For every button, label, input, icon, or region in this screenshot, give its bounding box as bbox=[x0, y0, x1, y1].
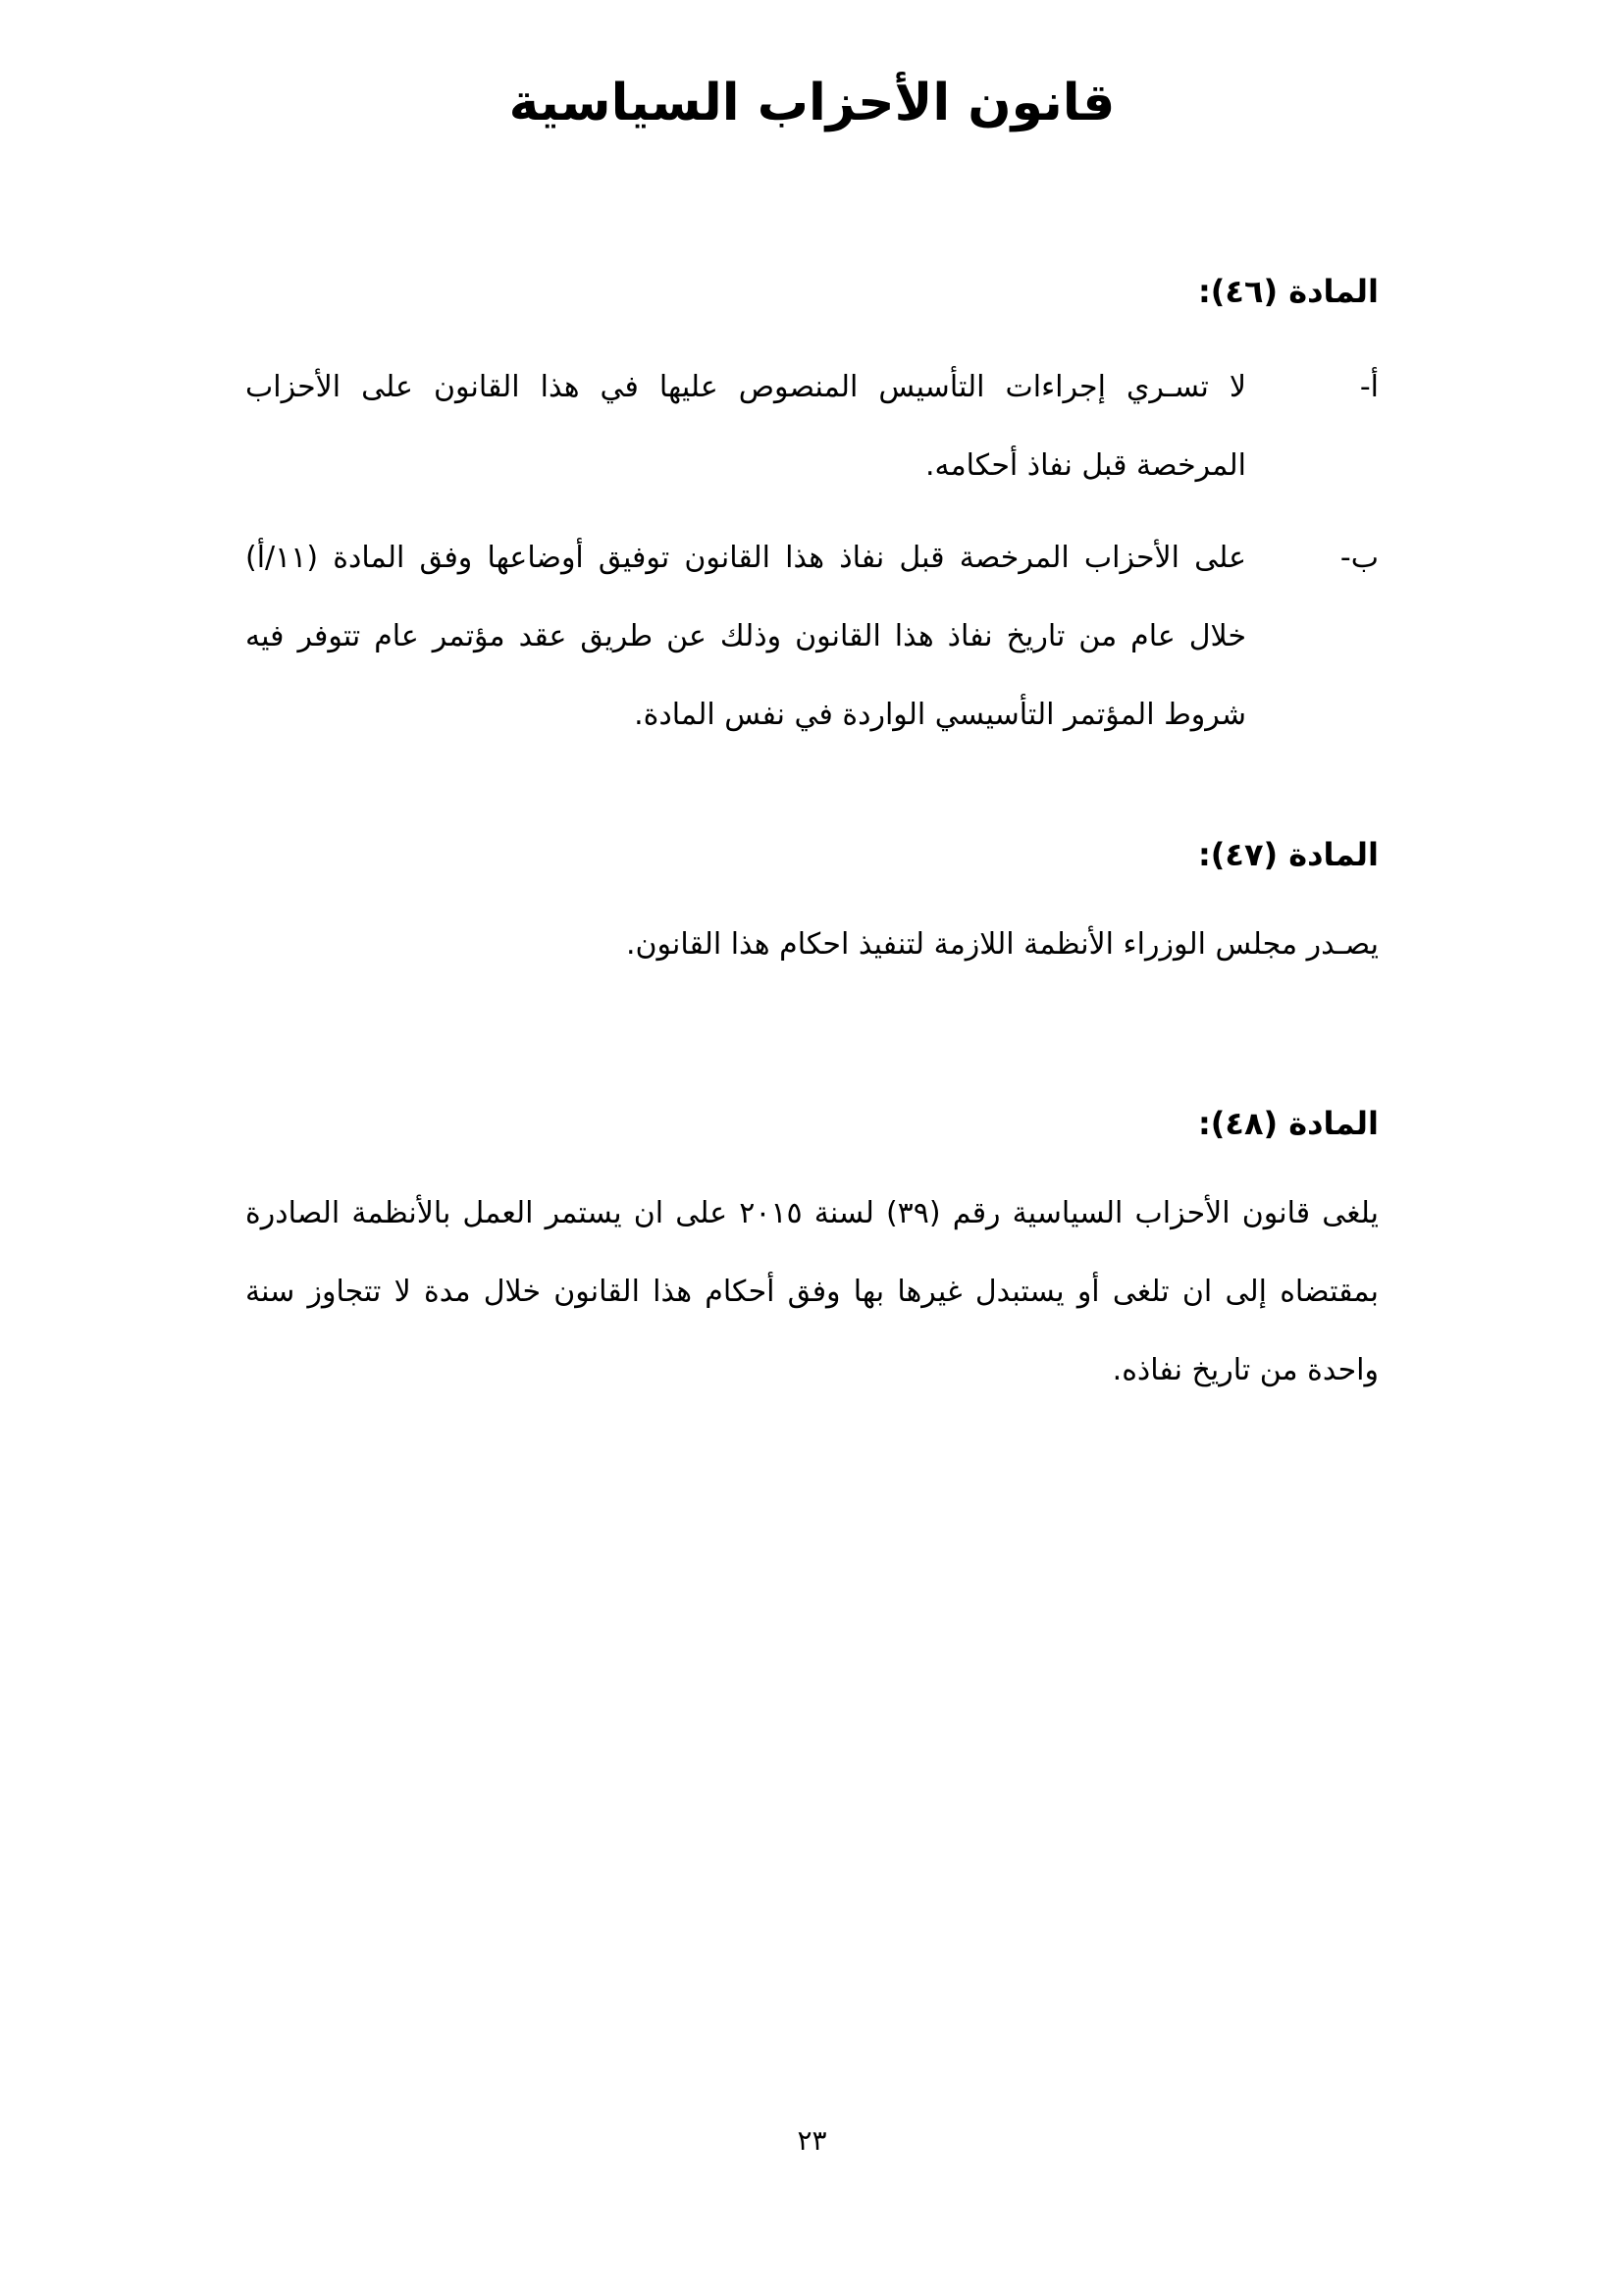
article-47-body: يصـدر مجلس الوزراء الأنظمة اللازمة لتنفيذ احكام هذا القانون. bbox=[625, 927, 1379, 962]
article-48-body: يلغى قانون الأحزاب السياسية رقم (٣٩) لسنة ٢٠١٥ على ان يستمر العمل بالأنظمة الصادرة بمقتضاه إلى ان تلغى أو يستبدل غيرها بها وفق أحكام هذا القانون خلال مدة لا تتجاوز سنة واحدة من تاريخ نفاذه. bbox=[245, 1196, 1379, 1387]
document-title bbox=[245, 54, 1379, 152]
list-item-a bbox=[245, 348, 1379, 505]
list-item-a-marker: أ- bbox=[1359, 370, 1379, 404]
list-item-a-text: لا تسـري إجراءات التأسيس المنصوص عليها في هذا القانون على الأحزاب المرخصة قبل نفاذ أحكامه. bbox=[245, 370, 1246, 483]
list-item-b-text: على الأحزاب المرخصة قبل نفاذ هذا القانون توفيق أوضاعها وفق المادة (١١/أ) خلال عام من تاريخ نفاذ هذا القانون وذلك عن طريق عقد مؤتمر عام تتوفر فيه شروط المؤتمر التأسيسي الواردة في نفس المادة. bbox=[245, 541, 1246, 732]
article-47-heading: المادة (٤٧): bbox=[1197, 836, 1379, 873]
document-title-text: قانون الأحزاب السياسية bbox=[508, 74, 1116, 132]
list-item-b-marker: ب- bbox=[1339, 541, 1379, 575]
article-46-heading: المادة (٤٦): bbox=[1197, 273, 1379, 310]
page-number: ٢٣ bbox=[797, 2124, 827, 2157]
article-48-heading: المادة (٤٨): bbox=[1197, 1105, 1379, 1142]
article-46-list bbox=[245, 348, 1379, 755]
list-item-b bbox=[245, 519, 1379, 755]
